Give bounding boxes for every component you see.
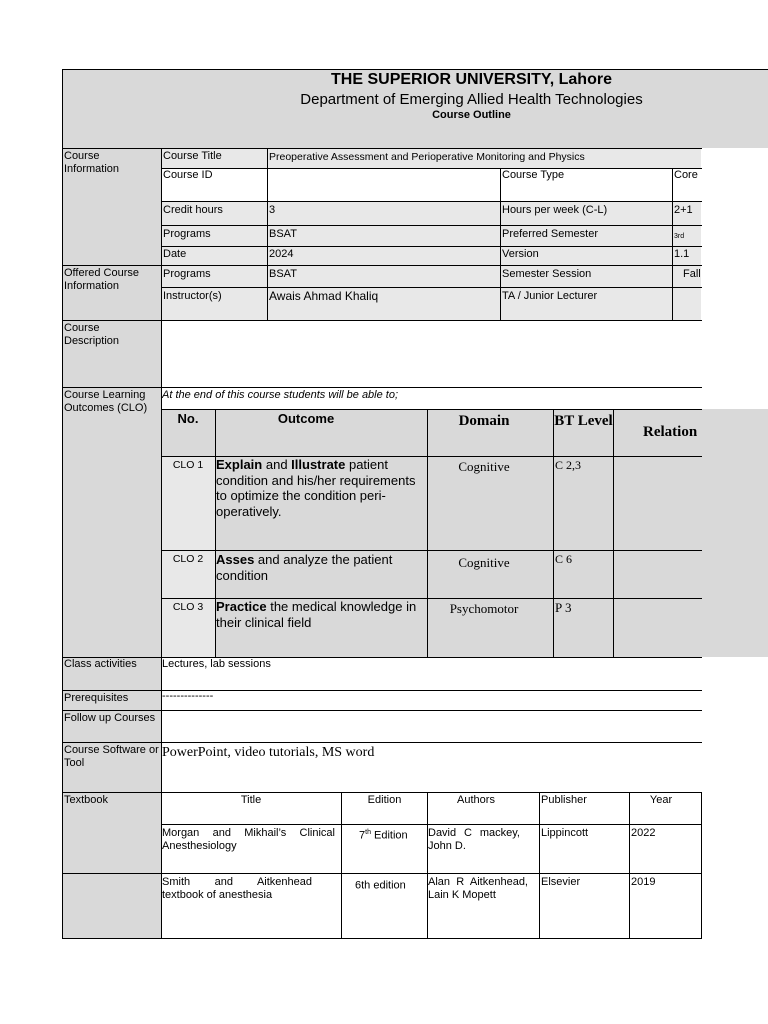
preferred-semester-label: Preferred Semester xyxy=(502,228,598,240)
date-value: 2024 xyxy=(269,248,294,260)
rule xyxy=(63,148,702,149)
rule xyxy=(161,148,162,939)
clo3-number: CLO 3 xyxy=(172,601,204,613)
textbook-header-authors: Authors xyxy=(457,794,495,806)
clo-header-domain: Domain xyxy=(458,413,510,429)
rule xyxy=(63,742,702,743)
document-title: Course Outline xyxy=(432,109,511,121)
hours-per-week-value: 2+1 xyxy=(674,204,693,216)
rule xyxy=(63,710,702,711)
rule xyxy=(500,168,501,321)
textbook-header-publisher: Publisher xyxy=(541,794,587,806)
department-title: Department of Emerging Allied Health Technologies xyxy=(300,91,643,108)
programs-label: Programs xyxy=(163,228,211,240)
credit-hours-value: 3 xyxy=(269,204,276,216)
rule xyxy=(63,690,702,691)
clo3-domain: Psychomotor xyxy=(449,601,519,616)
clo-header-relation: Relation xyxy=(643,424,698,440)
clo-header-no: No. xyxy=(177,411,199,426)
rule xyxy=(161,201,702,202)
date-label: Date xyxy=(163,248,187,260)
prerequisites-value: -------------- xyxy=(162,690,214,702)
info-row-bg-2 xyxy=(161,202,701,266)
clo1-number: CLO 1 xyxy=(172,459,204,471)
rule xyxy=(63,792,702,793)
software-value: PowerPoint, video tutorials, MS word xyxy=(162,745,375,760)
class-activities-value: Lectures, lab sessions xyxy=(162,658,271,670)
rule xyxy=(63,387,702,388)
rule xyxy=(161,246,702,247)
clo3-bt: P 3 xyxy=(555,600,572,615)
rule xyxy=(613,409,614,657)
textbook-header-edition: Edition xyxy=(367,794,402,806)
clo1-outcome: Explain and Illustrate patient condition and his/her requirements to optimize the condition peri-operatively. xyxy=(216,457,416,519)
credit-hours-label: Credit hours xyxy=(163,204,223,216)
rule xyxy=(427,792,428,939)
rule xyxy=(161,409,702,410)
clo1-domain: Cognitive xyxy=(458,459,510,474)
textbook-label-cell xyxy=(63,793,161,938)
rule xyxy=(427,409,428,657)
rule xyxy=(701,792,702,939)
textbook-header-title: Title xyxy=(240,794,262,806)
course-information-label: Course Information xyxy=(64,150,120,175)
clo-label: Course Learning Outcomes (CLO) xyxy=(64,389,148,414)
textbook2-title: Smith and Aitkenhead textbook of anesthesia xyxy=(162,876,312,901)
semester-session-value: Fall xyxy=(683,268,701,280)
rule xyxy=(161,824,702,825)
rule xyxy=(63,938,702,939)
follow-up-label: Follow up Courses xyxy=(64,712,156,724)
offered-course-label: Offered Course Information xyxy=(64,267,140,292)
rule xyxy=(629,792,630,939)
instructor-label: Instructor(s) xyxy=(163,290,222,302)
offered-programs-value: BSAT xyxy=(269,268,297,280)
offered-row-bg xyxy=(161,266,701,321)
textbook1-edition: 7th Edition xyxy=(359,829,408,842)
textbook-label: Textbook xyxy=(64,794,109,806)
clo2-domain: Cognitive xyxy=(458,555,510,570)
course-id-label: Course ID xyxy=(163,169,213,181)
version-value: 1.1 xyxy=(674,248,690,260)
rule xyxy=(553,409,554,657)
course-type-value: Core xyxy=(674,169,698,181)
clo2-bt: C 6 xyxy=(555,552,573,566)
rule xyxy=(63,265,702,266)
rule xyxy=(161,550,702,551)
semester-session-label: Semester Session xyxy=(502,268,592,280)
course-type-label: Course Type xyxy=(502,169,565,181)
rule xyxy=(161,287,702,288)
version-label: Version xyxy=(502,248,539,260)
rule xyxy=(63,873,702,874)
textbook2-edition: 6th edition xyxy=(355,879,406,892)
preferred-semester-value: 3rd xyxy=(674,233,685,240)
class-activities-label: Class activities xyxy=(64,658,137,670)
textbook2-authors: Alan R Aitkenhead, Lain K Mopett xyxy=(428,876,528,901)
textbook2-publisher: Elsevier xyxy=(541,876,581,888)
prerequisites-label: Prerequisites xyxy=(64,692,129,704)
rule xyxy=(672,168,673,321)
rule xyxy=(161,225,702,226)
clo2-number: CLO 2 xyxy=(172,553,204,565)
clo2-outcome: Asses and analyze the patient condition xyxy=(216,552,393,583)
course-title-label: Course Title xyxy=(163,150,222,162)
clo1-bt: C 2,3 xyxy=(555,458,582,472)
clo3-outcome: Practice the medical knowledge in their clinical field xyxy=(216,599,417,630)
course-description-label: Course Description xyxy=(64,322,120,347)
hours-per-week-label: Hours per week (C-L) xyxy=(502,204,608,216)
rule xyxy=(62,69,63,939)
rule xyxy=(341,792,342,939)
textbook1-year: 2022 xyxy=(631,827,656,839)
rule xyxy=(539,792,540,939)
textbook1-authors: David C mackey, John D. xyxy=(428,827,520,852)
textbook-header-year: Year xyxy=(649,794,673,806)
textbook1-title: Morgan and Mikhail’s Clinical Anesthesiology xyxy=(162,827,335,852)
rule xyxy=(63,657,702,658)
programs-value: BSAT xyxy=(269,228,297,240)
textbook1-publisher: Lippincott xyxy=(541,827,589,839)
software-label: Course Software or Tool xyxy=(64,744,159,769)
rule xyxy=(63,69,768,70)
course-title-value: Preoperative Assessment and Perioperative Monitoring and Physics xyxy=(269,151,585,163)
ta-label: TA / Junior Lecturer xyxy=(502,290,598,302)
clo-header-bt-level: BT Level xyxy=(554,413,613,429)
clo-header-outcome: Outcome xyxy=(277,411,335,426)
instructor-value: Awais Ahmad Khaliq xyxy=(269,289,379,303)
textbook2-year: 2019 xyxy=(631,876,656,888)
university-title: THE SUPERIOR UNIVERSITY, Lahore xyxy=(331,71,612,88)
rule xyxy=(161,168,702,169)
rule xyxy=(267,148,268,321)
clo-intro: At the end of this course students will be able to; xyxy=(162,389,399,401)
rule xyxy=(63,320,702,321)
offered-programs-label: Programs xyxy=(163,268,211,280)
